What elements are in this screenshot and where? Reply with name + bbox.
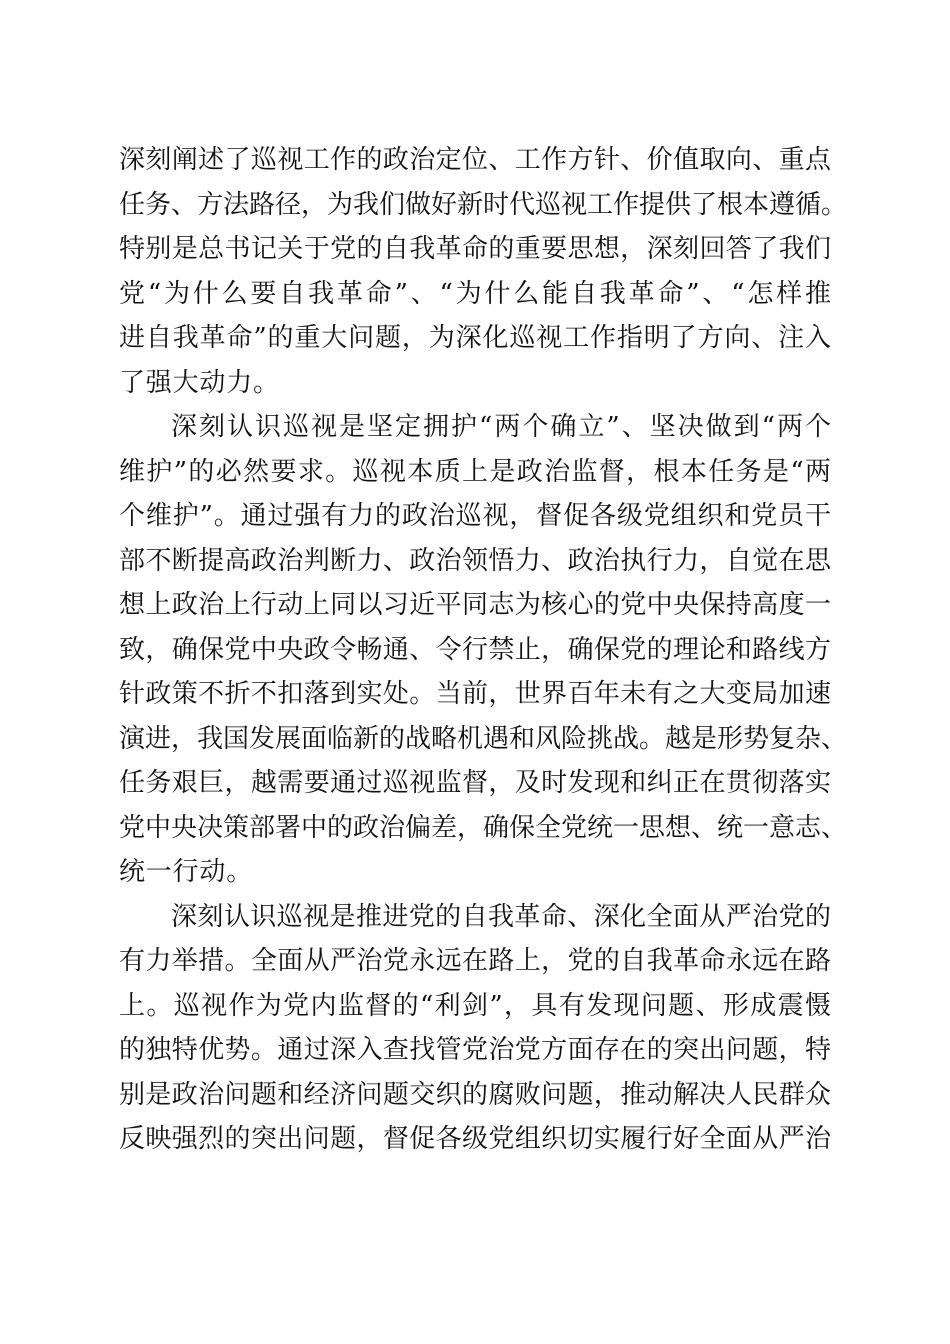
- text-line: 想上政治上行动上同以习近平同志为核心的党中央保持高度一: [119, 590, 831, 620]
- text-line: 致，确保党中央政令畅通、令行禁止，确保党的理论和路线方: [119, 634, 831, 665]
- body-text: [119, 138, 848, 1162]
- text-line: 党中央决策部署中的政治偏差，确保全党统一思想、统一意志、: [119, 812, 848, 843]
- text-line: 统一行动。: [119, 857, 254, 887]
- text-line: 有力举措。全面从严治党永远在路上，党的自我革命永远在路: [119, 946, 831, 976]
- text-line: 任务、方法路径，为我们做好新时代巡视工作提供了根本遵循。: [119, 189, 848, 220]
- text-line: 演进，我国发展面临新的战略机遇和风险挑战。越是形势复杂、: [119, 723, 848, 754]
- text-line: 个维护”。通过强有力的政治巡视，督促各级党组织和党员干: [119, 501, 831, 531]
- paragraph-first-line: 深刻认识巡视是推进党的自我革命、深化全面从严治党的: [171, 901, 831, 932]
- text-line: 上。巡视作为党内监督的“利剑”，具有发现问题、形成震慑: [119, 990, 831, 1021]
- text-line: 特别是总书记关于党的自我革命的重要思想，深刻回答了我们: [119, 234, 831, 264]
- text-line: 别是政治问题和经济问题交织的腐败问题，推动解决人民群众: [119, 1079, 831, 1110]
- text-line: 任务艰巨，越需要通过巡视监督，及时发现和纠正在贯彻落实: [119, 768, 831, 798]
- text-line: 维护”的必然要求。巡视本质上是政治监督，根本任务是“两: [119, 456, 831, 487]
- text-line: 深刻阐述了巡视工作的政治定位、工作方针、价值取向、重点: [119, 145, 831, 175]
- text-line: 反映强烈的突出问题，督促各级党组织切实履行好全面从严治: [119, 1124, 831, 1154]
- text-line: 针政策不折不扣落到实处。当前，世界百年未有之大变局加速: [119, 679, 831, 709]
- text-line: 部不断提高政治判断力、政治领悟力、政治执行力，自觉在思: [119, 545, 831, 576]
- text-line: 的独特优势。通过深入查找管党治党方面存在的突出问题，特: [119, 1035, 831, 1065]
- text-line: 进自我革命”的重大问题，为深化巡视工作指明了方向、注入: [119, 323, 831, 353]
- text-line: 了强大动力。: [119, 367, 280, 398]
- paragraph-first-line: 深刻认识巡视是坚定拥护“两个确立”、坚决做到“两个: [171, 412, 831, 442]
- text-line: 党“为什么要自我革命”、“为什么能自我革命”、“怎样推: [119, 278, 831, 309]
